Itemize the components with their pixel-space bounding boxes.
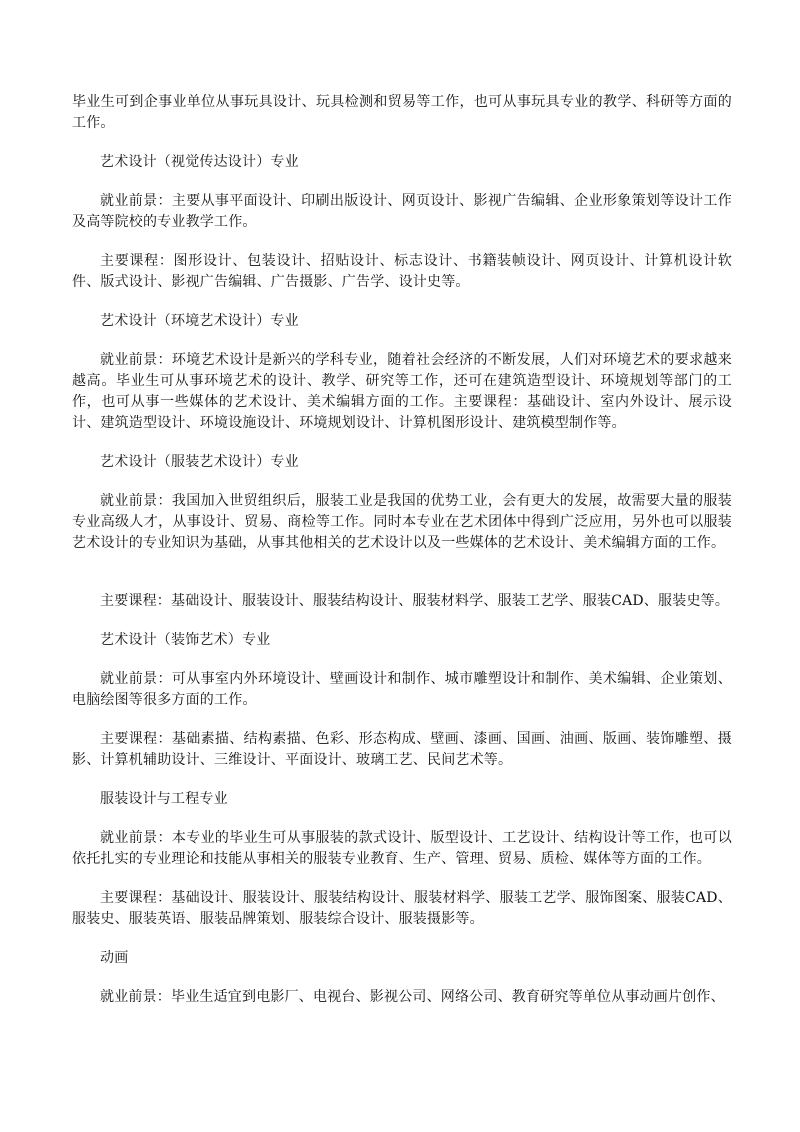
paragraph-fashion-engineering-courses: 主要课程：基础设计、服装设计、服装结构设计、服装材料学、服装工艺学、服饰图案、服装CAD、服装史、服装英语、服装品牌策划、服装综合设计、服装摄影等。 — [72, 890, 732, 927]
paragraph-decorative-art-courses: 主要课程：基础素描、结构素描、色彩、形态构成、壁画、漆画、国画、油画、版画、装饰雕塑、摄影、计算机辅助设计、三维设计、平面设计、玻璃工艺、民间艺术等。 — [72, 731, 732, 768]
paragraph-visual-communication-career: 就业前景：主要从事平面设计、印刷出版设计、网页设计、影视广告编辑、企业形象策划等设计工作及高等院校的专业教学工作。 — [72, 193, 732, 230]
paragraph-environmental-art-career: 就业前景：环境艺术设计是新兴的学科专业，随着社会经济的不断发展，人们对环境艺术的要求越来越高。毕业生可从事环境艺术的设计、教学、研究等工作，还可在建筑造型设计、环境规划等部门的工作，也可从事一些媒体的艺术设计、美术编辑方面的工作。主要课程：基础设计、室内外设计、展示设计、建筑造型设计、环境设施设计、环境规划设计、计算机图形设计、建筑模型制作等。 — [72, 352, 732, 431]
heading-animation: 动画 — [100, 950, 129, 966]
paragraph-fashion-art-courses: 主要课程：基础设计、服装设计、服装结构设计、服装材料学、服装工艺学、服装CAD、服装史等。 — [100, 593, 730, 609]
paragraph-visual-communication-courses: 主要课程：图形设计、包装设计、招贴设计、标志设计、书籍装帧设计、网页设计、计算机设计软件、版式设计、影视广告编辑、广告摄影、广告学、设计史等。 — [72, 253, 732, 290]
paragraph-animation-career: 就业前景：毕业生适宜到电影厂、电视台、影视公司、网络公司、教育研究等单位从事动画片创作、 — [100, 989, 725, 1005]
paragraph-decorative-art-career: 就业前景：可从事室内外环境设计、壁画设计和制作、城市雕塑设计和制作、美术编辑、企业策划、电脑绘图等很多方面的工作。 — [72, 671, 732, 708]
paragraph-toy-design-career: 毕业生可到企事业单位从事玩具设计、玩具检测和贸易等工作，也可从事玩具专业的教学、科研等方面的工作。 — [72, 94, 732, 131]
heading-visual-communication-design: 艺术设计（视觉传达设计）专业 — [100, 154, 299, 170]
document-page — [72, 92, 732, 1008]
heading-fashion-design-engineering: 服装设计与工程专业 — [100, 791, 228, 807]
heading-fashion-art-design: 艺术设计（服装艺术设计）专业 — [100, 454, 299, 470]
heading-decorative-art: 艺术设计（装饰艺术）专业 — [100, 632, 271, 648]
paragraph-fashion-art-career: 就业前景：我国加入世贸组织后，服装工业是我国的优势工业，会有更大的发展，故需要大量的服装专业高级人才，从事设计、贸易、商检等工作。同时本专业在艺术团体中得到广泛应用，另外也可以服装艺术设计的专业知识为基础，从事其他相关的艺术设计以及一些媒体的艺术设计、美术编辑方面的工作。 — [72, 493, 732, 551]
heading-environmental-art-design: 艺术设计（环境艺术设计）专业 — [100, 313, 299, 329]
paragraph-fashion-engineering-career: 就业前景：本专业的毕业生可从事服装的款式设计、版型设计、工艺设计、结构设计等工作，也可以依托扎实的专业理论和技能从事相关的服装专业教育、生产、管理、贸易、质检、媒体等方面的工作。 — [72, 830, 732, 867]
